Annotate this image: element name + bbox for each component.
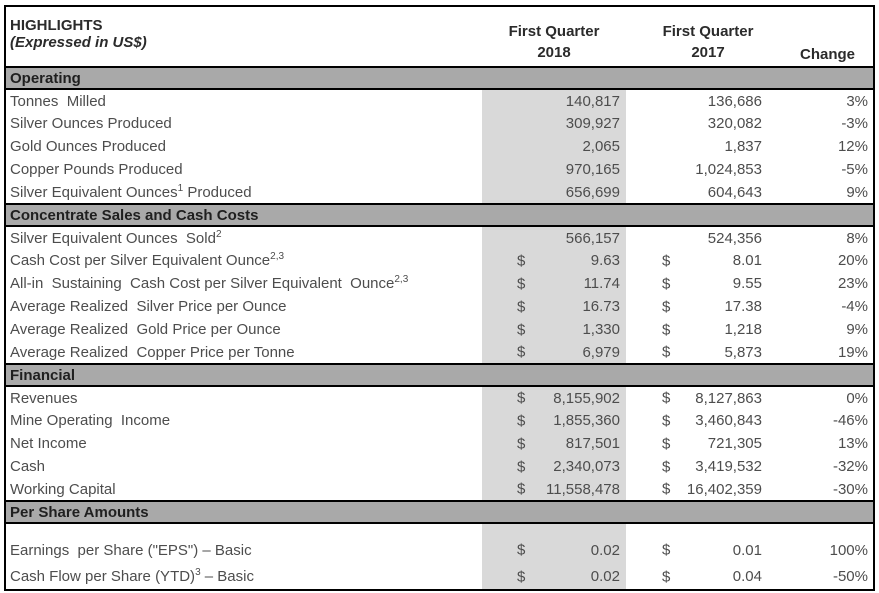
row-label: Copper Pounds Produced xyxy=(10,161,183,178)
column-gap xyxy=(626,89,645,112)
currency-symbol: $ xyxy=(662,389,671,407)
value-2018: 11,558,478 xyxy=(546,480,620,498)
currency-symbol: $ xyxy=(517,275,526,292)
currency-symbol: $ xyxy=(517,541,526,559)
label-superscript: 3 xyxy=(195,567,201,578)
change-value: -3% xyxy=(841,115,868,132)
value-2017-cell xyxy=(645,112,771,135)
value-2018: 566,157 xyxy=(565,229,620,247)
table-row xyxy=(6,272,873,295)
change-value: 23% xyxy=(837,275,868,292)
table-row xyxy=(6,226,873,249)
value-2017: 1,024,853 xyxy=(695,161,762,178)
value-2018-cell xyxy=(482,89,626,112)
change-value: 0% xyxy=(846,389,868,407)
value-2017: 8,127,863 xyxy=(695,389,762,407)
currency-symbol: $ xyxy=(517,252,526,269)
change-value: 9% xyxy=(846,321,868,338)
column-gap xyxy=(626,295,645,318)
value-2017: 721,305 xyxy=(707,435,762,452)
value-2018-cell xyxy=(482,341,626,364)
section-header-label: Operating xyxy=(6,67,873,89)
table-row xyxy=(6,536,873,564)
section-header-per-share xyxy=(6,501,873,523)
column-header-q1-2018 xyxy=(482,7,626,67)
value-2018-cell xyxy=(482,478,626,501)
column-gap xyxy=(626,432,645,455)
spacer-row xyxy=(6,523,873,536)
currency-symbol: $ xyxy=(517,412,526,429)
table-header-row xyxy=(6,7,873,67)
value-2018: 2,340,073 xyxy=(553,458,620,475)
value-2017-cell xyxy=(645,249,771,272)
value-2018-cell xyxy=(482,455,626,478)
row-label: Silver Equivalent Ounces Sold$^2$ xyxy=(10,228,222,247)
change-value: 19% xyxy=(837,343,868,361)
value-2018: 0.02 xyxy=(590,568,620,585)
column-gap xyxy=(626,112,645,135)
value-2018: 970,165 xyxy=(565,161,620,178)
column-header-q1-2018-line1: First Quarter xyxy=(508,23,600,40)
row-label: Cash Cost per Silver Equivalent Ounce$^{2,3}$ xyxy=(10,251,285,269)
currency-symbol: $ xyxy=(517,298,526,315)
value-2018-cell xyxy=(482,386,626,409)
currency-symbol: $ xyxy=(662,568,671,585)
value-2017: 0.04 xyxy=(732,568,762,585)
value-2017-cell xyxy=(645,432,771,455)
change-value: -4% xyxy=(841,298,868,315)
row-label: Average Realized Gold Price per Ounce xyxy=(10,321,281,338)
value-2017-cell xyxy=(645,409,771,432)
table-row xyxy=(6,409,873,432)
currency-symbol: $ xyxy=(662,298,671,315)
value-2018: 656,699 xyxy=(565,183,620,201)
column-header-q1-2017-line1: First Quarter xyxy=(662,23,754,40)
value-2017: 3,419,532 xyxy=(695,458,762,475)
table-row xyxy=(6,158,873,181)
value-2018-cell xyxy=(482,564,626,589)
table-row xyxy=(6,478,873,501)
currency-symbol: $ xyxy=(517,458,526,475)
value-2017-cell xyxy=(645,386,771,409)
row-label: Gold Ounces Produced xyxy=(10,138,166,155)
value-2017: 16,402,359 xyxy=(686,480,762,498)
currency-symbol: $ xyxy=(662,458,671,475)
column-gap xyxy=(626,135,645,158)
value-2017-cell xyxy=(645,478,771,501)
value-2018-cell xyxy=(482,318,626,341)
table-row xyxy=(6,135,873,158)
row-label: Earnings per Share ("EPS") – Basic xyxy=(10,541,252,559)
page-title: HIGHLIGHTS xyxy=(10,17,103,34)
table-title-cell xyxy=(6,7,482,67)
table-row xyxy=(6,318,873,341)
section-header-financial xyxy=(6,364,873,386)
column-gap xyxy=(626,158,645,181)
section-header-label: Per Share Amounts xyxy=(6,501,873,523)
change-value: 8% xyxy=(846,229,868,247)
currency-symbol: $ xyxy=(662,541,671,559)
value-2017: 5,873 xyxy=(724,343,762,361)
currency-symbol: $ xyxy=(662,275,671,292)
value-2018: 0.02 xyxy=(590,541,620,559)
change-value: 9% xyxy=(846,183,868,201)
change-value: -50% xyxy=(832,568,868,585)
value-2017-cell xyxy=(645,564,771,589)
table-row xyxy=(6,249,873,272)
value-2017-cell xyxy=(645,272,771,295)
value-2017: 136,686 xyxy=(707,92,762,110)
currency-symbol: $ xyxy=(517,389,526,407)
currency-symbol: $ xyxy=(517,435,526,452)
currency-symbol: $ xyxy=(662,252,671,269)
value-2018: 2,065 xyxy=(582,138,620,155)
change-value: 3% xyxy=(846,92,868,110)
value-2017: 0.01 xyxy=(732,541,762,559)
value-2018: 1,330 xyxy=(582,321,620,338)
row-label: Average Realized Silver Price per Ounce xyxy=(10,298,287,315)
value-2017-cell xyxy=(645,341,771,364)
column-gap xyxy=(626,318,645,341)
value-2017: 320,082 xyxy=(707,115,762,132)
value-2018-cell xyxy=(482,536,626,564)
value-2017-cell xyxy=(645,295,771,318)
row-label: Mine Operating Income xyxy=(10,412,171,429)
table-row xyxy=(6,564,873,589)
column-gap xyxy=(626,181,645,204)
change-value: 13% xyxy=(837,435,868,452)
row-label: Cash xyxy=(10,458,46,475)
financial-highlights xyxy=(6,7,873,589)
value-2017: 3,460,843 xyxy=(695,412,762,429)
currency-symbol: $ xyxy=(517,321,526,338)
value-2018-cell xyxy=(482,295,626,318)
value-2018: 9.63 xyxy=(590,252,620,269)
currency-symbol: $ xyxy=(517,343,526,361)
row-label: Tonnes Milled xyxy=(10,92,106,110)
value-2017-cell xyxy=(645,226,771,249)
section-header-label: Concentrate Sales and Cash Costs xyxy=(6,204,873,226)
currency-symbol: $ xyxy=(662,435,671,452)
table-row xyxy=(6,112,873,135)
section-header-operating xyxy=(6,67,873,89)
value-2017-cell xyxy=(645,135,771,158)
row-label: Net Income xyxy=(10,435,87,452)
column-gap xyxy=(626,478,645,501)
column-gap xyxy=(626,386,645,409)
change-value: 100% xyxy=(829,541,868,559)
value-2017-cell xyxy=(645,181,771,204)
column-header-q1-2018-line2: 2018 xyxy=(537,44,571,61)
row-label: Working Capital xyxy=(10,480,116,498)
row-label: Silver Ounces Produced xyxy=(10,115,172,132)
column-gap xyxy=(626,409,645,432)
currency-symbol: $ xyxy=(662,343,671,361)
column-gap xyxy=(626,249,645,272)
value-2018-cell xyxy=(482,181,626,204)
value-2018: 6,979 xyxy=(582,343,620,361)
value-2017: 1,837 xyxy=(724,138,762,155)
column-gap xyxy=(626,272,645,295)
value-2018: 8,155,902 xyxy=(553,389,620,407)
change-value: -5% xyxy=(841,161,868,178)
label-superscript: 2,3 xyxy=(270,251,285,262)
value-2018-cell xyxy=(482,432,626,455)
value-2017: 1,218 xyxy=(724,321,762,338)
highlights-table xyxy=(4,5,875,591)
value-2017-cell xyxy=(645,89,771,112)
value-2017-cell xyxy=(645,536,771,564)
value-2018-cell xyxy=(482,112,626,135)
table-row xyxy=(6,295,873,318)
change-value: -32% xyxy=(832,458,868,475)
value-2017-cell xyxy=(645,158,771,181)
label-superscript: 1 xyxy=(177,182,184,194)
value-2018-cell xyxy=(482,272,626,295)
row-label: Average Realized Copper Price per Tonne xyxy=(10,343,295,361)
column-header-q1-2017-line2: 2017 xyxy=(691,44,725,61)
row-label: Revenues xyxy=(10,389,78,407)
row-label: Cash Flow per Share (YTD)$^3$ – Basic xyxy=(10,567,254,585)
value-2018-cell xyxy=(482,409,626,432)
value-2017: 9.55 xyxy=(732,275,762,292)
page-subtitle: (Expressed in US$) xyxy=(10,34,147,51)
table-row xyxy=(6,89,873,112)
currency-symbol: $ xyxy=(517,568,526,585)
column-gap xyxy=(626,341,645,364)
value-2017-cell xyxy=(645,455,771,478)
table-row xyxy=(6,386,873,409)
value-2018-cell xyxy=(482,226,626,249)
value-2017: 604,643 xyxy=(707,183,762,201)
column-gap xyxy=(626,226,645,249)
column-gap xyxy=(626,564,645,589)
change-value: -30% xyxy=(832,480,868,498)
change-value: -46% xyxy=(832,412,868,429)
table-row xyxy=(6,432,873,455)
value-2017: 524,356 xyxy=(707,229,762,247)
column-header-q1-2017 xyxy=(645,7,771,67)
table-row xyxy=(6,455,873,478)
row-label: Silver Equivalent Ounces$^1$ Produced xyxy=(10,182,252,201)
value-2018: 140,817 xyxy=(565,92,620,110)
currency-symbol: $ xyxy=(662,412,671,429)
value-2017: 17.38 xyxy=(724,298,762,315)
row-label: All-in Sustaining Cash Cost per Silver Equivalent Ounce$^{2,3}$ xyxy=(10,274,409,292)
table-row xyxy=(6,181,873,204)
value-2018: 16.73 xyxy=(582,298,620,315)
currency-symbol: $ xyxy=(662,480,671,498)
value-2018-cell xyxy=(482,249,626,272)
table-row xyxy=(6,341,873,364)
column-gap xyxy=(626,536,645,564)
section-header-label: Financial xyxy=(6,364,873,386)
value-2018-cell xyxy=(482,135,626,158)
value-2018-cell xyxy=(482,158,626,181)
value-2017: 8.01 xyxy=(732,252,762,269)
value-2018: 11.74 xyxy=(583,275,620,292)
label-superscript: 2,3 xyxy=(394,274,409,285)
column-gap xyxy=(626,455,645,478)
column-header-change: Change xyxy=(799,46,855,63)
section-header-concentrate-sales xyxy=(6,204,873,226)
value-2017-cell xyxy=(645,318,771,341)
value-2018: 1,855,360 xyxy=(553,412,620,429)
column-gap xyxy=(626,7,645,67)
currency-symbol: $ xyxy=(517,480,526,498)
value-2018: 817,501 xyxy=(565,435,620,452)
currency-symbol: $ xyxy=(662,321,671,338)
label-superscript: 2 xyxy=(215,228,222,240)
change-value: 20% xyxy=(837,252,868,269)
change-value: 12% xyxy=(837,138,868,155)
value-2018: 309,927 xyxy=(565,115,620,132)
